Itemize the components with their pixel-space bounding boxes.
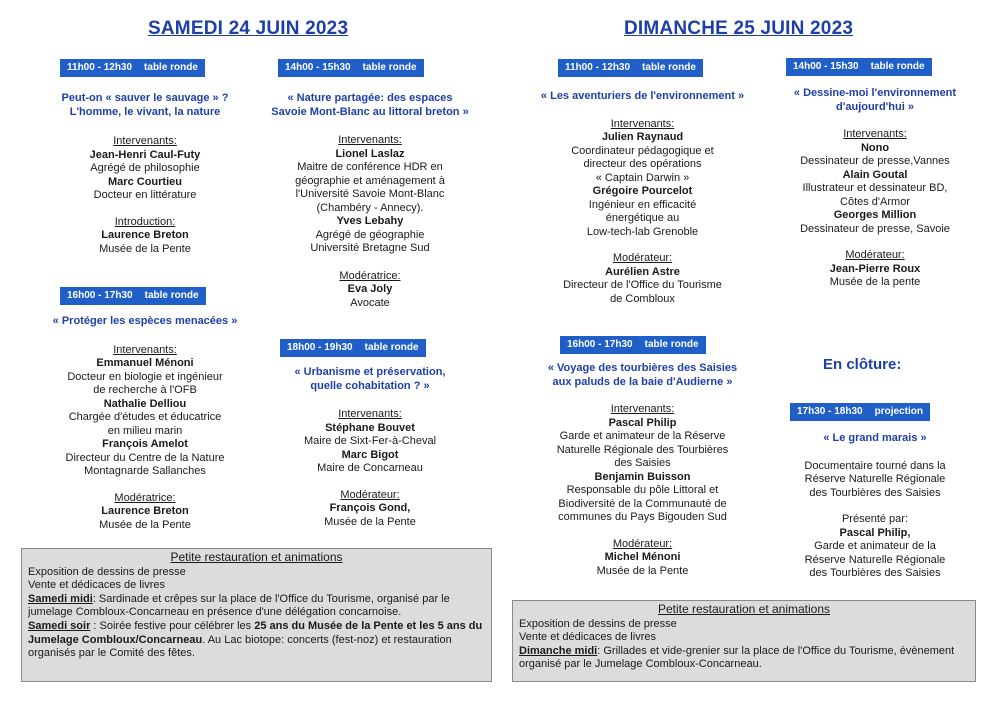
sat-s2-time: 14h00 - 15h30 — [285, 62, 351, 73]
sat-s1-time: 11h00 - 12h30 — [67, 62, 133, 73]
sun-s3-title-2: aux paluds de la baie d'Audierne » — [552, 375, 733, 388]
sat-s4-speaker-2-desc: Maire de Concarneau — [317, 462, 423, 474]
sat-soir-label: Samedi soir — [28, 619, 91, 632]
sat-s4-title-2: quelle cohabitation ? » — [310, 379, 430, 392]
sat-s4-speaker-1-desc: Maire de Sixt-Fer-à-Cheval — [303, 435, 437, 447]
sat-s3-title-1: « Protéger les espèces menacées » — [52, 315, 238, 327]
sat-s3-mod-desc: Musée de la Pente — [99, 518, 191, 531]
sat-s3-time: 16h00 - 17h30 — [67, 290, 133, 301]
sun-s2-speaker-1-desc: Dessinateur de presse,Vannes — [800, 155, 950, 167]
closure-type: projection — [874, 406, 923, 417]
sat-s2-speaker-1-desc-3: l'Université Savoie Mont-Blanc — [295, 188, 445, 200]
closure-desc-2: Réserve Naturelle Régionale — [804, 473, 946, 485]
sun-s3-type: table ronde — [644, 339, 699, 350]
sat-s2-type: table ronde — [362, 62, 417, 73]
sun-s3-block — [520, 362, 765, 578]
sat-s2-speakers-label: Intervenants: — [338, 134, 402, 146]
sat-s4-speaker-2-name: Marc Bigot — [341, 448, 399, 461]
sun-s3-speaker-1-name: Pascal Philip — [608, 416, 677, 429]
sun-info-line-1: Exposition de dessins de presse — [519, 617, 677, 630]
sat-s2-speaker-2-desc-1: Agrégé de géographie — [315, 228, 425, 241]
sat-s2-title-2: Savoie Mont-Blanc au littoral breton » — [271, 105, 469, 118]
sat-s2-speaker-1-desc-2: géographie et aménagement à — [295, 174, 445, 187]
sun-info-box — [512, 600, 976, 682]
sat-soir-bold: 25 ans du Musée de la Pente et les 5 ans du Jumelage Combloux/Concarneau — [28, 619, 483, 646]
sat-s3-speakers-label: Intervenants: — [113, 343, 177, 356]
sun-midi-text: : Grillades et vide-grenier sur la place de l'Office du Tourisme, évènement organisé par le Jumelage Combloux-Concarneau. — [519, 644, 955, 671]
sun-s1-block — [520, 90, 765, 306]
sat-s2-title-1: « Nature partagée: des espaces — [287, 92, 453, 104]
sun-s1-mod-desc-2: de Combloux — [610, 292, 675, 305]
sun-s3-time: 16h00 - 17h30 — [567, 339, 633, 350]
sun-s1-speaker-2-desc-3: Low-tech-lab Grenoble — [586, 225, 699, 238]
sun-s1-time-badge — [558, 59, 703, 77]
sun-s1-speaker-1-desc-1: Coordinateur pédagogique et — [571, 144, 714, 157]
sun-s1-speakers-label: Intervenants: — [610, 117, 675, 130]
sat-info-line-2: Vente et dédicaces de livres — [28, 579, 165, 592]
sat-s2-speaker-2-name: Yves Lebahy — [336, 215, 404, 227]
closure-presented-label: Présenté par: — [841, 513, 909, 525]
sun-s1-speaker-2-desc-1: Ingénieur en efficacité — [588, 198, 697, 211]
closure-title: « Le grand marais » — [823, 432, 927, 444]
sat-s4-speaker-1-name: Stéphane Bouvet — [325, 421, 415, 434]
sun-s2-mod-name: Jean-Pierre Roux — [829, 262, 921, 275]
closure-presenter-desc-2: Réserve Naturelle Régionale — [804, 553, 946, 566]
sat-s1-speaker-1-desc: Agrégé de philosophie — [90, 162, 200, 174]
closure-presenter-desc-3: des Tourbières des Saisies — [809, 567, 941, 579]
sunday-title: DIMANCHE 25 JUIN 2023 — [624, 18, 854, 39]
sun-s2-time-badge — [786, 58, 932, 76]
sat-s1-title-1: Peut-on « sauver le sauvage » ? — [61, 92, 229, 104]
sun-s2-speaker-2-name: Alain Goutal — [842, 168, 908, 181]
sat-soir-text-2: . Au Lac biotope: concerts (fest-noz) et restauration organisés par le Comité des fêtes. — [28, 633, 452, 660]
sat-midi-label: Samedi midi — [28, 592, 93, 605]
sat-s4-type: table ronde — [364, 342, 419, 353]
sat-s3-speaker-2-desc-2: en milieu marin — [107, 424, 183, 437]
sat-midi-text: : Sardinade et crêpes sur la place de l'Office du Tourisme, organisé par le jumelage Combloux-Concarneau en présence d'une délégation concarnoise. — [28, 592, 450, 619]
sun-s3-speaker-2-name: Benjamin Buisson — [594, 470, 691, 483]
sat-soir-text-1: : Soirée festive pour célébrer les — [90, 619, 255, 632]
closure-presenter-name: Pascal Philip, — [839, 526, 911, 539]
sat-s4-block — [250, 366, 490, 529]
sat-s2-time-badge — [278, 59, 424, 77]
sun-s2-speaker-3-name: Georges Million — [833, 209, 917, 221]
sat-s2-mod-desc: Avocate — [350, 296, 390, 309]
sun-s2-speakers-label: Intervenants: — [843, 128, 907, 140]
sun-s3-speakers-label: Intervenants: — [610, 403, 675, 415]
sun-s1-mod-desc-1: Directeur de l'Office du Tourisme — [563, 279, 722, 291]
sat-s1-block — [30, 92, 260, 256]
sun-s3-speaker-2-desc-3: communes du Pays Bigouden Sud — [558, 511, 727, 523]
sun-s2-title-2: d'aujourd'hui » — [836, 100, 914, 113]
closure-presenter-desc-1: Garde et animateur de la — [814, 540, 936, 552]
sun-s1-time: 11h00 - 12h30 — [565, 62, 631, 73]
sun-s1-title-1: « Les aventuriers de l'environnement » — [540, 90, 745, 102]
sun-s1-speaker-2-desc-2: énergétique au — [605, 212, 680, 224]
sun-s3-title-1: « Voyage des tourbières des Saisies — [547, 362, 738, 374]
sun-s3-mod-name: Michel Ménoni — [604, 551, 681, 563]
sun-s2-time: 14h00 - 15h30 — [793, 61, 859, 72]
sun-s3-speaker-1-desc-2: Naturelle Régionale des Tourbières — [556, 443, 729, 456]
closure-block — [760, 432, 990, 581]
sun-s3-speaker-1-desc-1: Garde et animateur de la Réserve — [559, 430, 726, 442]
sat-s4-speakers-label: Intervenants: — [338, 408, 402, 420]
sun-info-heading: Petite restauration et animations — [657, 602, 831, 616]
sat-s4-mod-label: Modérateur: — [340, 488, 400, 501]
sat-s1-type: table ronde — [144, 62, 198, 73]
sat-s3-speaker-3-desc-1: Directeur du Centre de la Nature — [65, 451, 225, 464]
sat-s2-speaker-1-name: Lionel Laslaz — [335, 147, 405, 160]
sat-s1-speaker-2-name: Marc Courtieu — [108, 175, 182, 188]
sat-s3-mod-name: Laurence Breton — [101, 505, 189, 517]
sat-s3-type: table ronde — [144, 290, 199, 301]
sat-s3-speaker-3-desc-2: Montagnarde Sallanches — [84, 465, 206, 477]
closure-time-badge — [790, 403, 930, 421]
sat-s1-time-badge — [60, 59, 205, 77]
sat-s3-block — [25, 315, 265, 532]
sat-s3-speaker-1-desc-1: Docteur en biologie et ingénieur — [67, 370, 223, 383]
sun-info-line-2: Vente et dédicaces de livres — [519, 631, 656, 644]
sat-s2-speaker-1-desc-4: (Chambéry - Annecy). — [316, 201, 424, 214]
sun-s1-speaker-1-name: Julien Raynaud — [601, 131, 684, 143]
sun-s1-mod-label: Modérateur: — [612, 252, 673, 264]
sat-s3-speaker-2-desc-1: Chargée d'études et éducatrice — [68, 411, 222, 423]
sat-s4-title-1: « Urbanisme et préservation, — [294, 366, 446, 378]
sat-s1-title-2: L'homme, le vivant, la nature — [69, 105, 221, 118]
sun-s3-mod-desc: Musée de la Pente — [596, 564, 689, 577]
sun-info-midi — [519, 645, 969, 672]
sat-info-midi — [28, 593, 485, 620]
sun-s2-block — [760, 87, 990, 290]
sat-s3-speaker-1-desc-2: de recherche à l'OFB — [93, 384, 197, 396]
sun-s1-mod-name: Aurélien Astre — [605, 265, 680, 278]
sat-s4-mod-name: François Gond, — [329, 502, 411, 514]
sun-s1-type: table ronde — [642, 62, 696, 73]
sat-s2-mod-name: Eva Joly — [347, 283, 393, 295]
sat-s1-intro-label: Introduction: — [114, 215, 176, 228]
saturday-title: SAMEDI 24 JUIN 2023 — [148, 18, 349, 39]
closure-desc-3: des Tourbières des Saisies — [809, 486, 941, 499]
sun-s2-speaker-2-desc-1: Illustrateur et dessinateur BD, — [802, 182, 948, 194]
sat-s4-time: 18h00 - 19h30 — [287, 342, 353, 353]
sun-s3-mod-label: Modérateur: — [612, 537, 673, 550]
sun-s2-speaker-3-desc: Dessinateur de presse, Savoie — [800, 222, 950, 235]
sat-info-soir — [28, 620, 485, 661]
sat-s2-block — [250, 92, 490, 310]
sat-s2-speaker-2-desc-2: Université Bretagne Sud — [310, 242, 430, 254]
sat-s1-speaker-2-desc: Docteur en littérature — [93, 189, 197, 201]
sat-info-heading: Petite restauration et animations — [170, 550, 343, 564]
sat-info-line-1: Exposition de dessins de presse — [28, 565, 186, 578]
sat-s3-mod-label: Modératrice: — [114, 491, 176, 504]
sun-s3-speaker-1-desc-3: des Saisies — [614, 457, 671, 469]
sat-s3-speaker-1-name: Emmanuel Ménoni — [96, 357, 194, 369]
sun-s3-speaker-2-desc-1: Responsable du pôle Littoral et — [566, 484, 719, 496]
sun-s2-mod-label: Modérateur: — [845, 249, 905, 261]
sun-s3-time-badge — [560, 336, 706, 354]
closure-time: 17h30 - 18h30 — [797, 406, 863, 417]
sat-s1-speaker-1-name: Jean-Henri Caul-Futy — [89, 148, 201, 161]
sat-info-box — [21, 548, 492, 682]
sat-s3-time-badge — [60, 287, 206, 305]
sat-s3-speaker-2-name: Nathalie Delliou — [103, 397, 187, 410]
sat-s4-mod-desc: Musée de la Pente — [324, 515, 416, 528]
sun-s2-title-1: « Dessine-moi l'environnement — [793, 87, 957, 99]
closure-heading: En clôture: — [823, 356, 902, 373]
sun-s1-speaker-2-name: Grégoire Pourcelot — [592, 185, 693, 197]
sat-s3-speaker-3-name: François Amelot — [102, 438, 188, 450]
sat-s2-speaker-1-desc-1: Maitre de conférence HDR en — [297, 161, 443, 173]
sun-midi-label: Dimanche midi — [519, 644, 598, 657]
closure-desc-1: Documentaire tourné dans la — [804, 459, 946, 472]
sat-s4-time-badge — [280, 339, 426, 357]
sun-s1-speaker-1-desc-2: directeur des opérations — [583, 158, 702, 170]
sat-s1-speakers-label: Intervenants: — [113, 135, 177, 147]
sun-s2-speaker-2-desc-2: Côtes d'Armor — [840, 195, 910, 208]
sun-s3-speaker-2-desc-2: Biodiversité de la Communauté de — [558, 497, 727, 510]
sat-s1-intro-name: Laurence Breton — [101, 229, 189, 241]
sat-s1-intro-desc: Musée de la Pente — [99, 242, 191, 255]
sun-s2-speaker-1-name: Nono — [860, 141, 890, 154]
sun-s2-mod-desc: Musée de la pente — [829, 276, 921, 288]
sun-s1-speaker-1-desc-3: « Captain Darwin » — [595, 171, 690, 184]
sat-s2-mod-label: Modératrice: — [339, 269, 401, 282]
sun-s2-type: table ronde — [870, 61, 925, 72]
